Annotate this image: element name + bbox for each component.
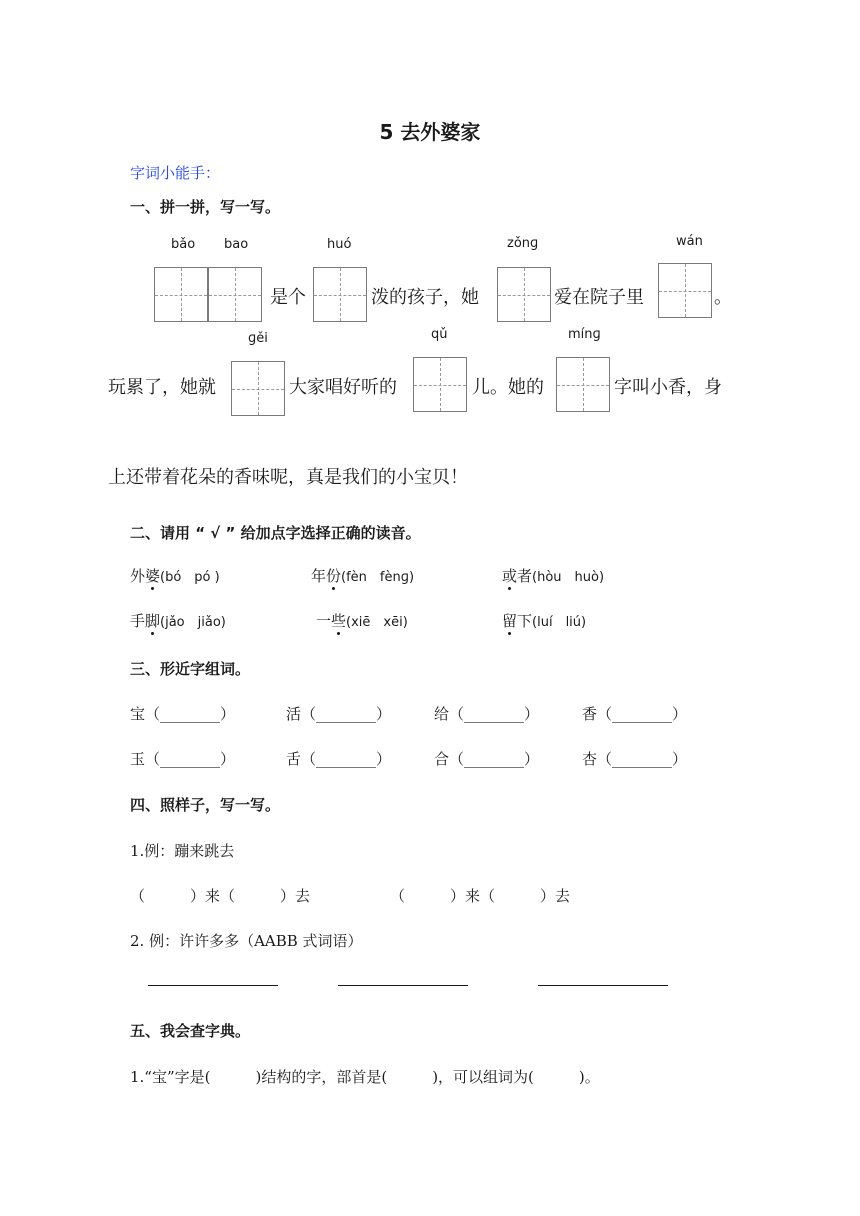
section-1-heading: 一、拼一拼，写一写。	[130, 198, 281, 216]
pinyin-4: zǒnɡ	[507, 236, 539, 251]
subtitle: 字词小能手：	[130, 164, 221, 182]
answer-line[interactable]	[538, 985, 668, 986]
page-title: 5 去外婆家	[379, 120, 481, 144]
pinyin-6: ɡěi	[248, 331, 268, 346]
sentence-text: 玩累了，她就	[108, 377, 216, 398]
sentence-text: 。	[714, 287, 732, 308]
word-blank[interactable]: 舌（________）	[286, 750, 392, 768]
section-4-heading: 四、照样子，写一写。	[130, 796, 281, 814]
reading-item[interactable]: 或者(hòu huò)	[502, 567, 605, 585]
reading-item[interactable]: 手脚(jǎo jiǎo)	[130, 612, 226, 630]
dictionary-question[interactable]: 1.“宝”字是( )结构的字，部首是( )，可以组词为( )。	[130, 1068, 600, 1086]
sentence-text: 爱在院子里	[554, 287, 644, 308]
word-blank[interactable]: 杏（________）	[582, 750, 688, 768]
word-blank[interactable]: 香（________）	[582, 705, 688, 723]
sentence-text: 字叫小香，身	[614, 377, 722, 398]
sentence-text: 儿。她的	[472, 377, 544, 398]
pattern-blank[interactable]: （ ）来（ ）去	[390, 887, 571, 905]
example-2: 2. 例：许许多多（AABB 式词语）	[130, 932, 363, 950]
writing-box-2[interactable]	[208, 267, 262, 322]
sentence-text: 上还带着花朵的香味呢，真是我们的小宝贝！	[108, 467, 468, 488]
example-1: 1.例：蹦来跳去	[130, 842, 235, 860]
writing-box-4[interactable]	[497, 267, 551, 322]
writing-box-6[interactable]	[231, 361, 285, 416]
pinyin-5: wán	[676, 234, 703, 249]
writing-box-5[interactable]	[658, 263, 712, 318]
word-blank[interactable]: 玉（________）	[130, 750, 236, 768]
reading-item[interactable]: 年份(fèn fènɡ)	[311, 567, 415, 585]
answer-line[interactable]	[148, 985, 278, 986]
pinyin-3: huó	[327, 237, 352, 252]
writing-box-3[interactable]	[313, 267, 367, 322]
writing-box-7[interactable]	[413, 357, 467, 412]
writing-box-8[interactable]	[556, 357, 610, 412]
pinyin-2: bao	[224, 237, 249, 252]
section-3-heading: 三、形近字组词。	[130, 660, 251, 678]
sentence-text: 是个	[270, 287, 306, 308]
pinyin-8: mínɡ	[568, 327, 601, 342]
section-5-heading: 五、我会查字典。	[130, 1022, 251, 1040]
sentence-text: 大家唱好听的	[289, 377, 397, 398]
sentence-text: 泼的孩子，她	[371, 287, 479, 308]
word-blank[interactable]: 合（________）	[434, 750, 540, 768]
reading-item[interactable]: 留下(luí liú)	[502, 612, 587, 630]
word-blank[interactable]: 活（________）	[286, 705, 392, 723]
reading-item[interactable]: 外婆(bó pó )	[130, 567, 220, 585]
section-2-heading: 二、请用 “ √ ” 给加点字选择正确的读音。	[130, 524, 421, 542]
writing-box-1[interactable]	[154, 267, 208, 322]
pinyin-1: bǎo	[171, 237, 196, 252]
word-blank[interactable]: 给（________）	[434, 705, 540, 723]
word-blank[interactable]: 宝（________）	[130, 705, 236, 723]
pinyin-7: qǔ	[431, 327, 448, 342]
reading-item[interactable]: 一些(xiē xēi)	[316, 612, 408, 630]
answer-line[interactable]	[338, 985, 468, 986]
pattern-blank[interactable]: （ ）来（ ）去	[130, 887, 311, 905]
